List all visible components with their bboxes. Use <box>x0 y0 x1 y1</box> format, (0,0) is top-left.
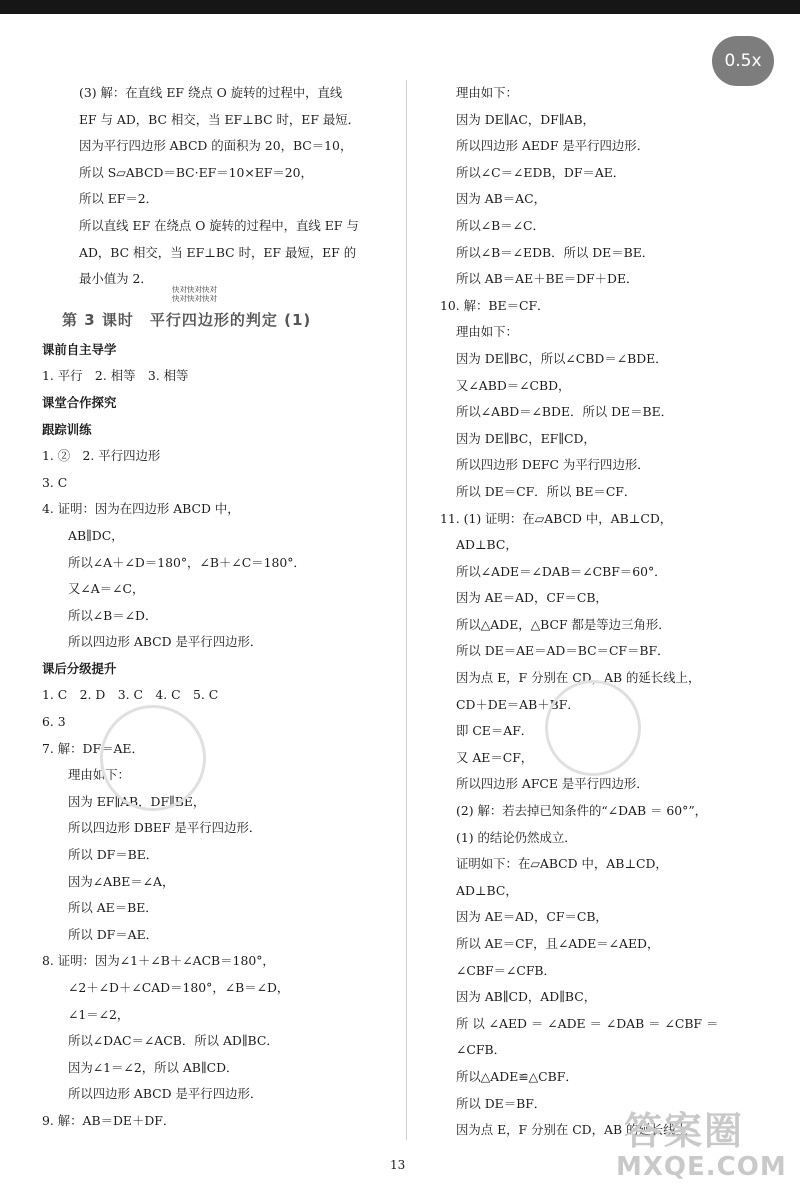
answer-line: 所以 DE＝AE＝AD＝BC＝CF＝BF． <box>456 643 670 659</box>
answer-line: 所以 DF＝AE． <box>68 926 159 942</box>
answer-line: 7. 解：DF＝AE． <box>42 740 144 756</box>
answer-line: 所以四边形 ABCD 是平行四边形． <box>68 1086 263 1102</box>
answer-line: 因为 AB∥CD，AD∥BC， <box>456 989 597 1005</box>
answer-line: 所以 AE＝CF，且∠ADE＝∠AED， <box>456 936 660 951</box>
section-heading: 课后分级提升 <box>42 660 117 676</box>
answer-line: 所以 EF＝2． <box>79 191 159 207</box>
answer-line: 所以四边形 AFCE 是平行四边形． <box>456 776 649 792</box>
right-answer-column <box>440 80 770 1144</box>
answer-line: (1) 的结论仍然成立． <box>456 829 577 845</box>
answer-line: 因为 AB＝AC， <box>456 191 546 207</box>
answer-line: 因为 AE＝AD，CF＝CB， <box>456 590 608 606</box>
answer-line: 6. 3 <box>42 714 66 730</box>
answer-line: 所 以 ∠AED ＝ ∠ADE ＝ ∠DAB ＝ ∠CBF ＝ <box>456 1015 719 1031</box>
answer-line: 所以∠ABD＝∠BDE．所以 DE＝BE． <box>456 404 674 420</box>
answer-line: ∠2＋∠D＋∠CAD＝180°，∠B＝∠D， <box>68 980 290 995</box>
answer-line: 1. ② 2. 平行四边形 <box>42 448 161 464</box>
answer-line: 因为∠1＝∠2，所以 AB∥CD． <box>68 1059 239 1075</box>
answer-line: 所以∠DAC＝∠ACB．所以 AD∥BC． <box>68 1033 279 1049</box>
answer-line: 1. 平行 2. 相等 3. 相等 <box>42 368 189 384</box>
answer-line: 10. 解：BE＝CF． <box>440 297 550 313</box>
small-note: 快对快对快对 快对快对快对 <box>172 284 217 303</box>
answer-line: CD＋DE＝AB＋BF． <box>456 696 580 712</box>
answer-line: 所以∠B＝∠C． <box>456 217 545 233</box>
answer-line: 9. 解：AB＝DE＋DF． <box>42 1112 176 1128</box>
answer-line: 所以∠B＝∠D． <box>68 607 158 623</box>
answer-line: 因为点 E，F 分别在 CD，AB 的延长线上 <box>456 1122 688 1138</box>
answer-line: 所以△ADE≌△CBF． <box>456 1068 578 1084</box>
answer-line: 因为点 E，F 分别在 CD，AB 的延长线上， <box>456 670 701 686</box>
answer-line: 所以四边形 AEDF 是平行四边形． <box>456 138 650 154</box>
section-heading: 课前自主导学 <box>42 341 117 357</box>
answer-line: 所以∠B＝∠EDB．所以 DE＝BE． <box>456 244 655 260</box>
answer-line: 理由如下： <box>456 324 518 340</box>
answer-line: 又∠ABD＝∠CBD， <box>456 377 571 393</box>
answer-line: 所以直线 EF 在绕点 O 旋转的过程中，直线 EF 与 <box>79 217 359 233</box>
answer-line: ∠CBF＝∠CFB． <box>456 962 556 978</box>
column-divider <box>406 80 407 1140</box>
answer-line: 又 AE＝CF， <box>456 749 534 765</box>
answer-line: 所以 DE＝BF． <box>456 1095 547 1111</box>
answer-line: EF 与 AD，BC 相交，当 EF⊥BC 时，EF 最短． <box>79 111 361 127</box>
watermark-stamp <box>100 705 206 811</box>
answer-line: 所以△ADE，△BCF 都是等边三角形． <box>456 616 671 632</box>
answer-line: 理由如下： <box>68 767 130 783</box>
answer-line: 因为平行四边形 ABCD 的面积为 20，BC＝10， <box>79 138 353 154</box>
answer-line: 最小值为 2． <box>79 271 153 287</box>
answer-line: 所以四边形 ABCD 是平行四边形． <box>68 634 263 650</box>
answer-line: AB∥DC， <box>68 527 124 543</box>
answer-line: 所以∠C＝∠EDB，DF＝AE． <box>456 164 626 180</box>
answer-line: 所以四边形 DBEF 是平行四边形． <box>68 820 262 836</box>
answer-line: 因为 DE∥AC，DF∥AB， <box>456 111 595 127</box>
answer-line: 所以 AB＝AE＋BE＝DF＋DE． <box>456 271 639 287</box>
answer-line: (3) 解：在直线 EF 绕点 O 旋转的过程中，直线 <box>79 85 343 100</box>
answer-line: 所以 DF＝BE． <box>68 847 159 863</box>
left-answer-column <box>42 80 392 1135</box>
answer-line: 因为 EF∥AB，DF∥BE， <box>68 793 206 809</box>
watermark-text: 答案圈 <box>624 1109 745 1153</box>
answer-line: 11. (1) 证明：在▱ABCD 中，AB⊥CD， <box>440 510 673 526</box>
answer-line: 因为∠ABE＝∠A， <box>68 873 175 889</box>
answer-line: ∠CFB． <box>456 1042 506 1058</box>
answer-line: 因为 DE∥BC，所以∠CBD＝∠BDE． <box>456 350 668 366</box>
answer-line: 所以∠A＋∠D＝180°，∠B＋∠C＝180°． <box>68 554 306 570</box>
answer-line: 3. C <box>42 474 68 490</box>
page-number: 13 <box>390 1158 406 1172</box>
answer-line: 即 CE＝AF． <box>456 723 534 739</box>
answer-line: AD⊥BC， <box>456 537 518 553</box>
answer-line: 1. C 2. D 3. C 4. C 5. C <box>42 687 219 703</box>
answer-line: ∠1＝∠2， <box>68 1006 130 1022</box>
answer-line: 4. 证明：因为在四边形 ABCD 中， <box>42 501 240 517</box>
answer-line: (2) 解：若去掉已知条件的“∠DAB ＝ 60°”， <box>456 803 708 819</box>
watermark-logo <box>610 1100 790 1190</box>
answer-line: 所以∠ADE＝∠DAB＝∠CBF＝60°． <box>456 563 667 579</box>
answer-line: 理由如下： <box>456 85 518 100</box>
watermark-url: MXQE.COM <box>616 1152 787 1182</box>
answer-line: 因为 AE＝AD，CF＝CB， <box>456 909 608 925</box>
answer-line: 所以 AE＝BE． <box>68 900 158 916</box>
zoom-level-button[interactable]: 0.5x <box>712 36 774 86</box>
lesson-title: 第 3 课时 平行四边形的判定 (1) <box>62 310 312 329</box>
watermark-stamp <box>545 680 641 776</box>
answer-line: AD，BC 相交，当 EF⊥BC 时，EF 最短，EF 的 <box>79 244 357 260</box>
answer-line: 证明如下：在▱ABCD 中，AB⊥CD， <box>456 856 668 872</box>
answer-line: 因为 DE∥BC，EF∥CD， <box>456 430 596 446</box>
answer-line: 8. 证明：因为∠1＋∠B＋∠ACB＝180°， <box>42 953 275 969</box>
answer-line: AD⊥BC， <box>456 882 518 898</box>
section-heading: 课堂合作探究 <box>42 394 117 410</box>
answer-line: 所以四边形 DEFC 为平行四边形． <box>456 457 650 473</box>
answer-line: 所以 DE＝CF．所以 BE＝CF． <box>456 483 637 499</box>
answer-line: 又∠A＝∠C， <box>68 581 145 597</box>
section-heading: 跟踪训练 <box>42 421 92 437</box>
viewer-top-bar <box>0 0 800 14</box>
answer-line: 所以 S▱ABCD＝BC·EF＝10×EF＝20， <box>79 164 313 180</box>
